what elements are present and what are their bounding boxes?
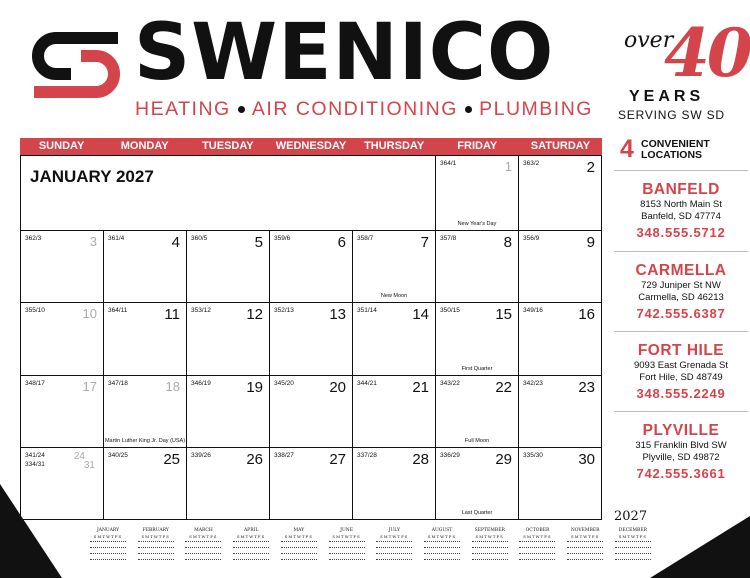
mini-month [327, 528, 367, 563]
bullet-icon [238, 106, 245, 113]
day-cell[interactable] [104, 303, 187, 376]
locations-title [641, 139, 710, 161]
day-cell[interactable] [353, 448, 436, 520]
mini-month [565, 528, 605, 563]
year-label: 2027 [614, 509, 648, 524]
day-cell[interactable] [353, 303, 436, 376]
tagline-air-conditioning: AIR CONDITIONING [251, 98, 458, 120]
tagline-plumbing: PLUMBING [479, 98, 593, 120]
day-cell[interactable] [104, 376, 187, 448]
day-cell[interactable] [436, 156, 519, 231]
locations-title-line1: CONVENIENT [641, 138, 710, 150]
day-number: 15 [495, 306, 512, 323]
location-plyville [614, 422, 748, 481]
mini-dow-header: SMTWTFS [236, 534, 266, 539]
location-phone[interactable]: 348.555.2249 [636, 386, 726, 401]
day-number: 31 [83, 460, 95, 471]
mini-month [422, 528, 462, 563]
location-fort-hile [614, 342, 748, 401]
calendar-cells [20, 155, 602, 520]
day-cell[interactable] [21, 231, 104, 303]
day-number: 18 [165, 379, 180, 394]
weekday-friday: FRIDAY [457, 140, 498, 152]
day-of-year: 359/6 [274, 235, 291, 242]
day-number: 2 [586, 159, 595, 176]
divider [614, 331, 748, 332]
badge-years: YEARS [629, 88, 705, 105]
day-note: New Moon [380, 293, 408, 299]
mini-month-name: NOVEMBER [570, 528, 600, 533]
location-phone[interactable]: 742.555.6387 [636, 306, 726, 321]
mini-month [470, 528, 510, 563]
day-of-year: 349/16 [523, 307, 543, 314]
day-of-year: 358/7 [357, 235, 374, 242]
location-city: Banfeld, SD 47774 [641, 211, 721, 222]
day-number: 16 [578, 306, 595, 323]
location-phone[interactable]: 348.555.5712 [636, 225, 726, 240]
locations-count: 4 [620, 135, 634, 163]
day-number: 25 [163, 451, 180, 468]
location-banfeld [614, 181, 748, 240]
day-cell[interactable] [104, 448, 187, 520]
day-number: 4 [171, 234, 180, 251]
day-of-year: 363/2 [523, 160, 540, 167]
day-number: 3 [89, 234, 97, 249]
mini-dow-header: SMTWTFS [427, 534, 457, 539]
weekday-thursday: THURSDAY [364, 140, 425, 152]
day-cell[interactable] [519, 231, 602, 303]
mini-dow-header: SMTWTFS [141, 534, 170, 539]
day-cell[interactable] [187, 376, 270, 448]
weekday-monday: MONDAY [120, 140, 169, 152]
day-number: 17 [82, 379, 97, 394]
day-number: 24 [73, 451, 85, 462]
day-of-year: 343/22 [440, 380, 460, 387]
day-of-year: 347/18 [108, 380, 128, 387]
mini-month-name: MARCH [194, 528, 213, 533]
mini-month-name: FEBRUARY [142, 528, 169, 533]
badge-number: 40 [664, 14, 750, 92]
day-number: 21 [412, 379, 429, 396]
day-of-year: 341/24 [25, 452, 45, 459]
mini-month-name: JULY [388, 528, 400, 533]
day-cell[interactable] [270, 303, 353, 376]
day-number: 6 [337, 234, 346, 251]
mini-month-name: DECEMBER [618, 528, 648, 533]
mini-dow-header: SMTWTFS [284, 534, 314, 539]
day-of-year: 346/19 [191, 380, 211, 387]
day-of-year: 350/15 [440, 307, 460, 314]
day-number: 14 [412, 306, 429, 323]
day-of-year: 355/10 [25, 307, 45, 314]
day-note: Martin Luther King Jr. Day (USA) [104, 438, 186, 444]
locations-title-line2: LOCATIONS [641, 149, 703, 161]
day-cell[interactable] [436, 231, 519, 303]
day-cell[interactable] [187, 448, 270, 520]
mini-month [231, 528, 271, 563]
day-cell[interactable] [519, 376, 602, 448]
day-of-year: 334/31 [25, 461, 45, 468]
month-title-cell [21, 156, 436, 231]
location-carmella [614, 262, 748, 321]
location-name: FORT HILE [637, 342, 725, 359]
day-of-year: 339/26 [191, 452, 211, 459]
day-number: 9 [586, 234, 595, 251]
brand-tagline [135, 98, 593, 121]
corner-decoration [0, 484, 62, 578]
day-number: 1 [504, 159, 512, 174]
swenico-logo-icon [26, 30, 126, 100]
day-number: 27 [329, 451, 346, 468]
day-cell[interactable] [519, 448, 602, 520]
day-of-year: 357/8 [440, 235, 457, 242]
day-of-year: 360/5 [191, 235, 208, 242]
location-street: 8153 North Main St [640, 199, 722, 210]
day-of-year: 351/14 [357, 307, 377, 314]
day-of-year: 356/9 [523, 235, 540, 242]
day-cell[interactable] [519, 303, 602, 376]
location-name: BANFELD [642, 181, 720, 198]
day-cell[interactable] [436, 303, 519, 376]
location-street: 315 Franklin Blvd SW [635, 440, 727, 451]
day-number: 8 [503, 234, 512, 251]
day-number: 5 [254, 234, 263, 251]
day-number: 26 [246, 451, 263, 468]
day-number: 12 [246, 306, 263, 323]
day-of-year: 340/25 [108, 452, 128, 459]
badge-serving: SERVING SW SD [618, 108, 725, 122]
mini-dow-header: SMTWTFS [189, 534, 218, 539]
day-note: New Year's Day [457, 221, 497, 227]
mini-dow-header: SMTWTFS [380, 534, 409, 539]
day-of-year: 344/21 [357, 380, 377, 387]
weekday-tuesday: TUESDAY [202, 140, 254, 152]
day-of-year: 352/13 [274, 307, 294, 314]
day-cell[interactable] [187, 231, 270, 303]
location-city: Plyville, SD 49872 [642, 452, 720, 463]
day-of-year: 364/11 [108, 307, 128, 314]
day-number: 29 [495, 451, 512, 468]
day-number: 30 [578, 451, 595, 468]
day-number: 13 [329, 306, 346, 323]
mini-dow-header: SMTWTFS [93, 534, 123, 539]
mini-month-name: JANUARY [96, 528, 120, 533]
mini-dow-header: SMTWTFS [570, 534, 600, 539]
mini-month [613, 528, 653, 563]
weekday-saturday: SATURDAY [530, 140, 591, 152]
divider [614, 170, 748, 171]
day-cell[interactable] [21, 303, 104, 376]
day-of-year: 342/23 [523, 380, 543, 387]
mini-month-name: APRIL [243, 528, 259, 533]
mini-month [136, 528, 176, 563]
mini-month-name: AUGUST [431, 528, 453, 533]
mini-month [279, 528, 319, 563]
day-number: 19 [246, 379, 263, 396]
mini-dow-header: SMTWTFS [523, 534, 552, 539]
location-name: PLYVILLE [642, 422, 720, 439]
day-note: Full Moon [464, 438, 490, 444]
day-cell[interactable] [104, 231, 187, 303]
mini-month [517, 528, 557, 563]
month-calendar [20, 138, 602, 520]
tagline-heating: HEATING [135, 98, 231, 120]
location-phone[interactable]: 742.555.3661 [636, 466, 726, 481]
bullet-icon [465, 106, 472, 113]
day-number: 10 [82, 306, 97, 321]
badge-over: over [624, 28, 674, 53]
location-street: 729 Juniper St NW [641, 280, 721, 291]
day-number: 11 [164, 306, 180, 323]
day-number: 7 [420, 234, 429, 251]
day-of-year: 348/17 [25, 380, 45, 387]
day-of-year: 364/1 [440, 160, 457, 167]
day-of-year: 345/20 [274, 380, 294, 387]
mini-month-name: SEPTEMBER [474, 528, 505, 533]
day-cell[interactable] [353, 231, 436, 303]
mini-dow-header: SMTWTFS [618, 534, 648, 539]
mini-month-name: MAY [293, 528, 305, 533]
day-of-year: 362/3 [25, 235, 42, 242]
mini-month-name: JUNE [340, 528, 353, 533]
day-number: 28 [412, 451, 429, 468]
day-cell[interactable] [270, 231, 353, 303]
day-of-year: 361/4 [108, 235, 125, 242]
weekday-sunday: SUNDAY [38, 140, 85, 152]
day-number: 20 [329, 379, 346, 396]
location-city: Carmella, SD 46213 [638, 292, 724, 303]
day-note: Last Quarter [461, 510, 493, 516]
mini-dow-header: SMTWTFS [475, 534, 504, 539]
day-note: First Quarter [461, 366, 493, 372]
weekday-wednesday: WEDNESDAY [275, 140, 347, 152]
location-name: CARMELLA [635, 262, 727, 279]
location-street: 9093 East Grenada St [633, 360, 728, 371]
day-number: 22 [495, 379, 512, 396]
mini-dow-header: SMTWTFS [332, 534, 361, 539]
day-of-year: 335/30 [523, 452, 543, 459]
day-of-year: 336/29 [440, 452, 460, 459]
day-cell[interactable] [21, 376, 104, 448]
day-cell[interactable] [270, 448, 353, 520]
day-cell[interactable] [270, 376, 353, 448]
weekday-header [20, 138, 602, 155]
day-of-year: 353/12 [191, 307, 211, 314]
day-cell[interactable] [519, 156, 602, 231]
day-cell[interactable] [436, 376, 519, 448]
day-cell[interactable] [187, 303, 270, 376]
corner-decoration [650, 516, 750, 578]
year-mini-calendars [88, 528, 653, 563]
mini-month [183, 528, 223, 563]
mini-month [88, 528, 128, 563]
month-title: JANUARY 2027 [30, 167, 154, 186]
day-of-year: 338/27 [274, 452, 294, 459]
day-cell[interactable] [353, 376, 436, 448]
brand-name: SWENICO [134, 8, 555, 98]
day-of-year: 337/28 [357, 452, 377, 459]
mini-month-name: OCTOBER [525, 528, 550, 533]
day-cell[interactable] [436, 448, 519, 520]
divider [614, 411, 748, 412]
mini-month [374, 528, 414, 563]
location-city: Fort Hile, SD 48749 [639, 372, 723, 383]
divider [614, 251, 748, 252]
locations-heading [620, 135, 738, 163]
day-number: 23 [578, 379, 595, 396]
